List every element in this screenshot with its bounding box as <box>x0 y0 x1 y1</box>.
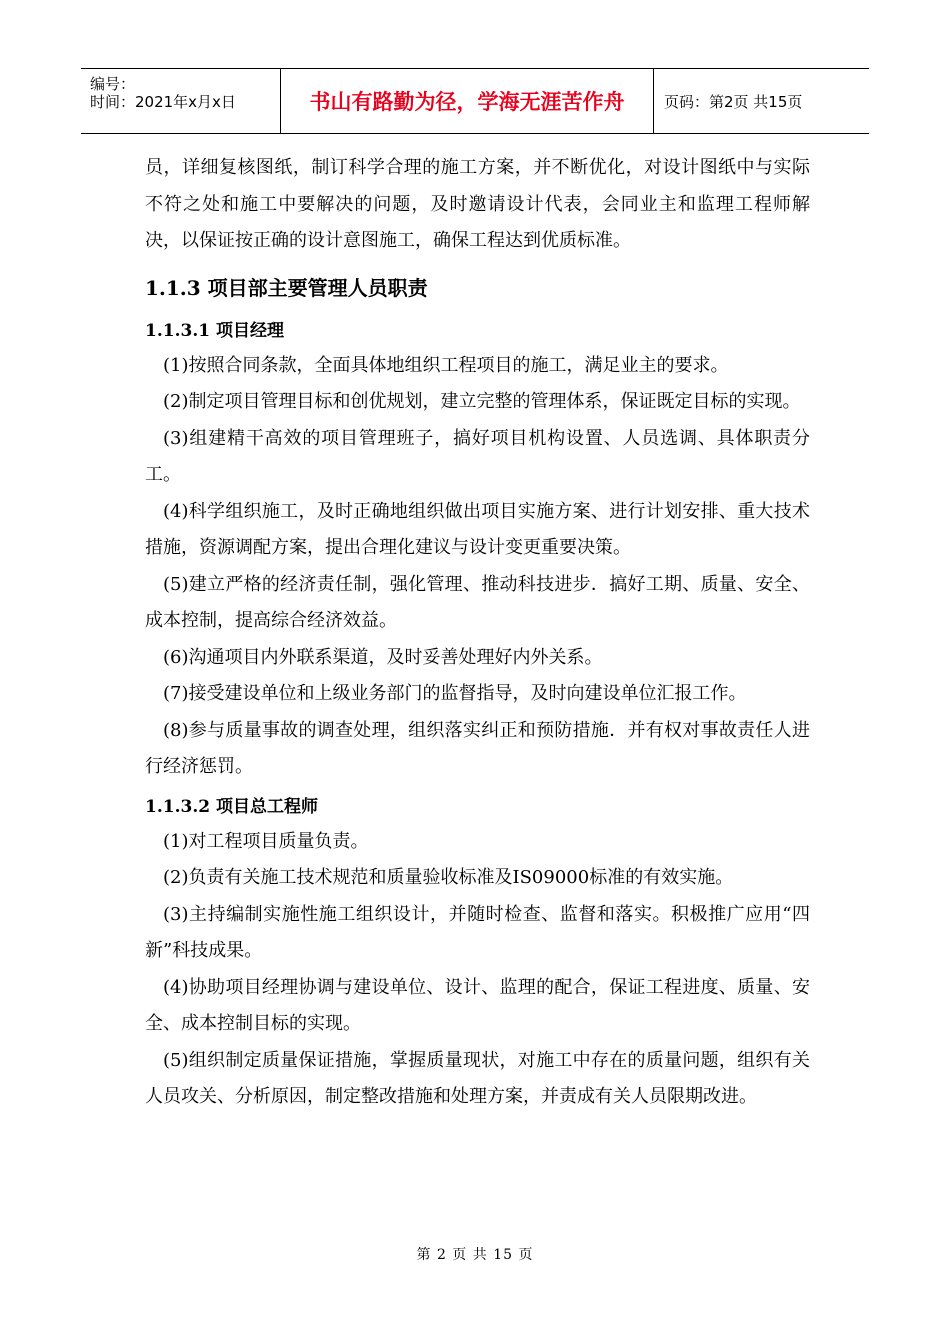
header-page-number: 页码：第2页 共15页 <box>664 92 803 111</box>
document-body <box>145 150 810 1116</box>
list-item: (5)建立严格的经济责任制，强化管理、推动科技进步．搞好工期、质量、安全、成本控制，提高综合经济效益。 <box>145 573 810 631</box>
list-item: (7)接受建设单位和上级业务部门的监督指导，及时向建设单位汇报工作。 <box>163 683 747 704</box>
list-item: (1)按照合同条款，全面具体地组织工程项目的施工，满足业主的要求。 <box>163 354 729 376</box>
page-footer: 第 2 页 共 15 页 <box>416 1247 534 1263</box>
intro-paragraph: 员，详细复核图纸，制订科学合理的施工方案，并不断优化，对设计图纸中与实际不符之处和施工中要解决的问题，及时邀请设计代表，会同业主和监理工程师解决，以保证按正确的设计意图施工，确保工程达到优质标准。 <box>145 157 810 251</box>
list-item: (2)制定项目管理目标和创优规划，建立完整的管理体系，保证既定目标的实现。 <box>163 391 801 412</box>
list-item: (3)主持编制实施性施工组织设计，并随时检查、监督和落实。积极推广应用“四新”科技成果。 <box>145 903 810 961</box>
list-item: (3)组建精干高效的项目管理班子，搞好项目机构设置、人员选调、具体职责分工。 <box>145 427 810 485</box>
section-title: 1.1.3 项目部主要管理人员职责 <box>145 275 428 300</box>
list-item: (4)协助项目经理协调与建设单位、设计、监理的配合，保证工程进度、质量、安全、成本控制目标的实现。 <box>145 976 810 1034</box>
list-item: (2)负责有关施工技术规范和质量验收标准及IS09000标准的有效实施。 <box>163 867 734 888</box>
list-item: (1)对工程项目质量负责。 <box>163 830 369 852</box>
header-meta <box>81 69 281 133</box>
header-motto: 书山有路勤为径，学海无涯苦作舟 <box>281 69 654 133</box>
page-header <box>81 68 869 134</box>
list-item: (5)组织制定质量保证措施，掌握质量现状，对施工中存在的质量问题，组织有关人员攻关、分析原因，制定整改措施和处理方案，并责成有关人员限期改进。 <box>145 1049 810 1107</box>
list-item: (6)沟通项目内外联系渠道，及时妥善处理好内外关系。 <box>163 646 603 668</box>
subsection-title-project-manager: 1.1.3.1 项目经理 <box>145 320 284 341</box>
list-item: (4)科学组织施工，及时正确地组织做出项目实施方案、进行计划安排、重大技术措施，资源调配方案，提出合理化建议与设计变更重要决策。 <box>145 500 810 558</box>
subsection-title-chief-engineer: 1.1.3.2 项目总工程师 <box>145 796 318 817</box>
list-item: (8)参与质量事故的调查处理，组织落实纠正和预防措施．并有权对事故责任人进行经济惩罚。 <box>145 719 810 777</box>
document-number-label: 编号： <box>90 75 136 93</box>
document-time-label: 时间：2021年x月x日 <box>90 93 236 111</box>
